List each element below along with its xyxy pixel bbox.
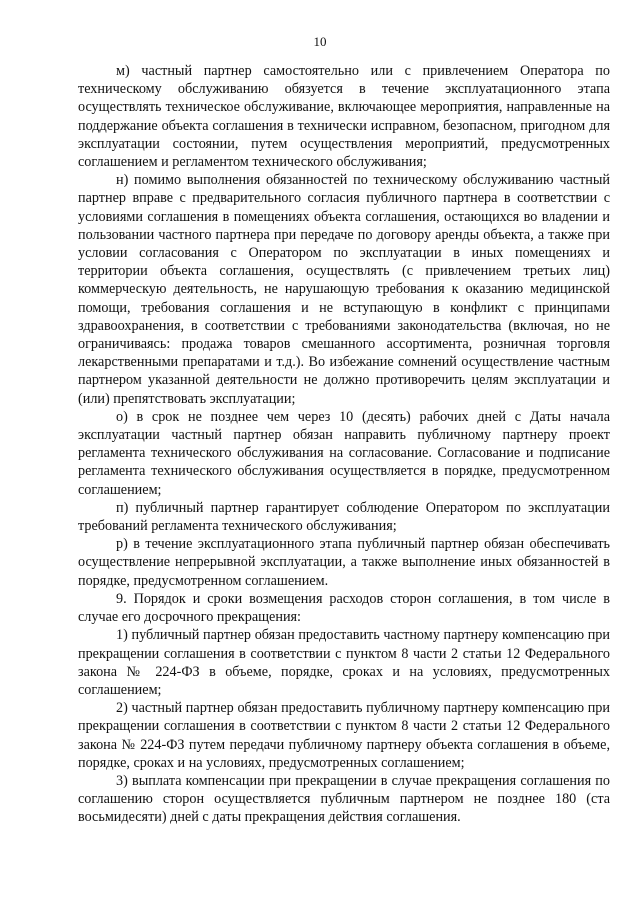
document-body xyxy=(78,62,610,827)
section-9-heading: 9. Порядок и сроки возмещения расходов сторон соглашения, в том числе в случае его досрочного прекращения: xyxy=(78,590,610,626)
page-number: 10 xyxy=(313,34,327,49)
item-3-paragraph: 3) выплата компенсации при прекращении в случае прекращения соглашения по соглашению сторон осуществляется публичным партнером не позднее 180 (ста восьмидесяти) дней с даты прекращения действия соглашения. xyxy=(78,772,610,826)
clause-n-paragraph: н) помимо выполнения обязанностей по техническому обслуживанию частный партнер вправе с предварительного согласия публичного партнера в соответствии с условиями соглашения в помещениях объекта соглашения, остающихся во владении и пользовании частного партнера при передаче по договору аренды объекта, а также при условии согласования с Оператором по эксплуатации в иных помещениях и территории объекта соглашения, осуществлять (с привлечением третьих лиц) коммерческую деятельность, не нарушающую требования к оказанию медицинской помощи, требования соглашения и не вступающую в конфликт с принципами здравоохранения, в соответствии с требованиями законодательства (включая, но не ограничиваясь: продажа товаров смешанного ассортимента, розничная торговля лекарственными препаратами и т.д.). Во избежание сомнений осуществление частным партнером указанной деятельности не должно противоречить целям эксплуатации и (или) препятствовать эксплуатации; xyxy=(78,172,610,407)
clause-r-paragraph: р) в течение эксплуатационного этапа публичный партнер обязан обеспечивать осуществление непрерывной эксплуатации, а также выполнение иных обязанностей в порядке, предусмотренном соглашением. xyxy=(78,536,610,589)
clause-o-paragraph: о) в срок не позднее чем через 10 (десять) рабочих дней с Даты начала эксплуатации частный партнер обязан направить публичному партнеру проект регламента технического обслуживания на согласование. Согласование и подписание регламента технического обслуживания осуществляется в порядке, предусмотренном соглашением; xyxy=(78,408,610,498)
item-2-paragraph: 2) частный партнер обязан предоставить публичному партнеру компенсацию при прекращении соглашения в соответствии с пунктом 8 части 2 статьи 12 Федерального закона № 224-ФЗ путем передачи публичному партнеру объекта соглашения в объеме, порядке, сроках и на условиях, предусмотренных соглашением; xyxy=(78,700,610,771)
clause-m-paragraph: м) частный партнер самостоятельно или с привлечением Оператора по техническому обслуживанию обязуется в течение эксплуатационного этапа осуществлять техническое обслуживание, включающее мероприятия, направленные на поддержание объекта соглашения в технически исправном, безопасном, пригодном для эксплуатации состоянии, путем осуществления мероприятий, предусмотренных соглашением и регламентом технического обслуживания; xyxy=(78,63,610,171)
clause-p-paragraph: п) публичный партнер гарантирует соблюдение Оператором по эксплуатации требований регламента технического обслуживания; xyxy=(78,499,610,535)
item-1-paragraph: 1) публичный партнер обязан предоставить частному партнеру компенсацию при прекращении соглашения в соответствии с пунктом 8 части 2 статьи 12 Федерального закона № 224-ФЗ в объеме, порядке, сроках и на условиях, предусмотренных соглашением; xyxy=(78,627,610,698)
